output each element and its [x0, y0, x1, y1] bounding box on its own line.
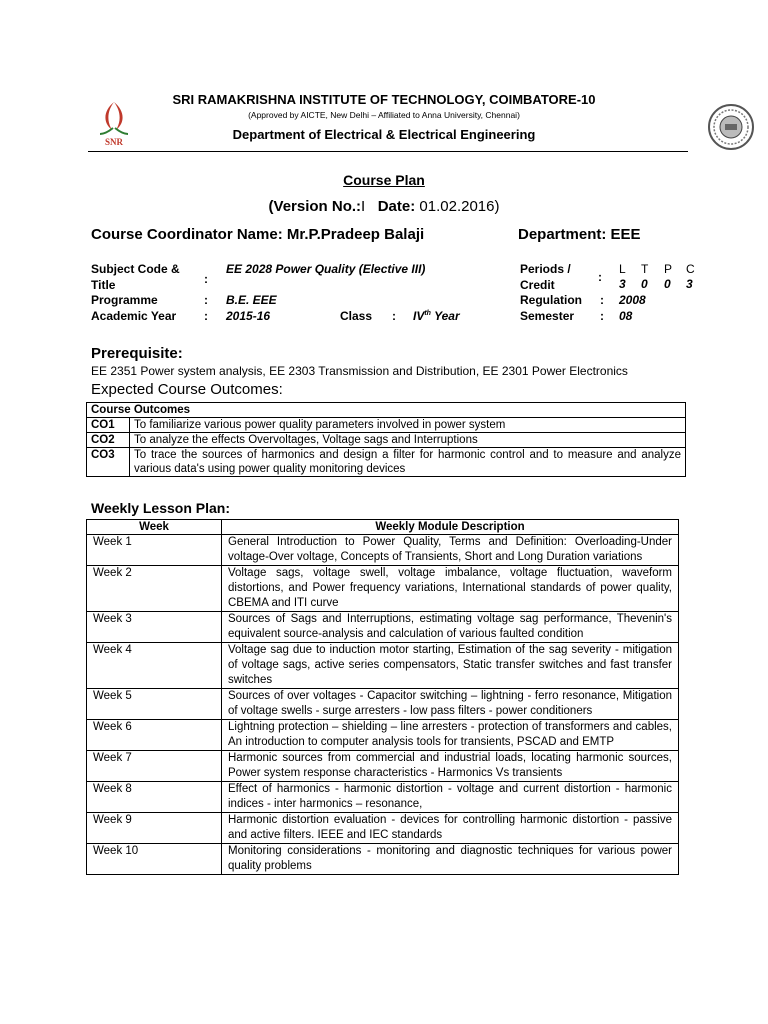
week-cell: Week 5: [87, 689, 222, 720]
outcome-code: CO3: [87, 448, 130, 477]
week-cell: Week 4: [87, 643, 222, 689]
description-cell: Monitoring considerations - monitoring and diagnostic techniques for various power quality problems: [222, 844, 679, 875]
table-row: [87, 566, 679, 612]
subject-colon: :: [204, 272, 208, 286]
periods-label-2: Credit: [520, 278, 555, 292]
description-cell: Harmonic distortion evaluation - devices for controlling harmonic distortion - passive and active filters. IEEE and IEC standards: [222, 813, 679, 844]
description-cell: Voltage sags, voltage swell, voltage imbalance, voltage fluctuation, waveform distortions, and Power frequency variations, International standards of power quality, CBEMA and ITI curve: [222, 566, 679, 612]
prerequisite-text: EE 2351 Power system analysis, EE 2303 Transmission and Distribution, EE 2301 Power Electronics: [91, 364, 628, 378]
table-row: [87, 433, 686, 448]
regulation-colon: :: [600, 293, 604, 307]
course-coordinator: Course Coordinator Name: Mr.P.Pradeep Balaji: [91, 226, 425, 243]
description-cell: General Introduction to Power Quality, Terms and Definition: Overloading-Under voltage-Over voltage, Concepts of Transients, Short and Long Duration variations: [222, 535, 679, 566]
periods-colon: :: [598, 270, 602, 284]
ltpc-value-t: 0: [641, 277, 648, 291]
table-row: [87, 643, 679, 689]
description-cell: Lightning protection – shielding – line arresters - protection of transformers and cables, An introduction to computer analysis tools for transients, PSCAD and EMTP: [222, 720, 679, 751]
table-row: [87, 782, 679, 813]
department-label: Department: EEE: [518, 226, 641, 243]
table-row: [87, 612, 679, 643]
week-cell: Week 7: [87, 751, 222, 782]
programme-label: Programme: [91, 293, 158, 307]
week-cell: Week 2: [87, 566, 222, 612]
outcome-code: CO2: [87, 433, 130, 448]
subject-label-1: Subject Code &: [91, 262, 180, 276]
outcome-text: To trace the sources of harmonics and design a filter for harmonic control and to measure and analyze various data's using power quality monitoring devices: [130, 448, 686, 477]
approval-note: (Approved by AICTE, New Delhi – Affiliated to Anna University, Chennai): [248, 110, 520, 120]
ltpc-value-l: 3: [619, 277, 626, 291]
ltpc-header-t: T: [641, 262, 649, 276]
description-cell: Effect of harmonics - harmonic distortion - voltage and current distortion - harmonic indices - inter harmonics – resonance,: [222, 782, 679, 813]
ltpc-header-l: L: [619, 262, 626, 276]
outcome-code: CO1: [87, 418, 130, 433]
description-cell: Voltage sag due to induction motor starting, Estimation of the sag severity - mitigation of voltage sags, active series compensators, Static transfer switches and fast transfer switches: [222, 643, 679, 689]
table-row: [87, 813, 679, 844]
version-label: (Version No.:: [268, 198, 362, 215]
semester-value: 08: [619, 309, 633, 323]
outcomes-header: Course Outcomes: [87, 403, 686, 418]
weekly-plan-table: [86, 519, 679, 875]
table-row: [87, 403, 686, 418]
academic-year-value: 2015-16: [226, 309, 271, 323]
subject-value: EE 2028 Power Quality (Elective III): [226, 262, 426, 276]
description-cell: Sources of Sags and Interruptions, estimating voltage sag performance, Thevenin's equivalent source-analysis and calculation of various faulted condition: [222, 612, 679, 643]
course-outcomes-table: [86, 402, 686, 477]
table-row: [87, 844, 679, 875]
academic-year-colon: :: [204, 309, 208, 323]
ltpc-value-p: 0: [664, 277, 671, 291]
programme-colon: :: [204, 293, 208, 307]
outcome-text: To analyze the effects Overvoltages, Voltage sags and Interruptions: [130, 433, 686, 448]
periods-label-1: Periods /: [520, 262, 571, 276]
table-row: [87, 720, 679, 751]
regulation-label: Regulation: [520, 293, 582, 307]
department-name: Department of Electrical & Electrical Engineering: [232, 127, 536, 142]
regulation-value: 2008: [619, 293, 646, 307]
page-title: Course Plan: [343, 172, 425, 188]
ltpc-header-p: P: [664, 262, 673, 276]
subject-label-2: Title: [91, 278, 116, 292]
table-row: [87, 689, 679, 720]
description-cell: Harmonic sources from commercial and industrial loads, locating harmonic sources, Power system response characteristics - Harmonics Vs transients: [222, 751, 679, 782]
semester-label: Semester: [520, 309, 575, 323]
table-row: [87, 448, 686, 477]
date-label: Date:: [377, 198, 416, 215]
class-label: Class: [340, 309, 373, 323]
version-value: I: [361, 198, 366, 215]
column-header-description: Weekly Module Description: [222, 520, 679, 535]
week-cell: Week 1: [87, 535, 222, 566]
ltpc-value-c: 3: [686, 277, 693, 291]
svg-text:SNR: SNR: [104, 137, 124, 147]
week-cell: Week 3: [87, 612, 222, 643]
outcome-text: To familiarize various power quality parameters involved in power system: [130, 418, 686, 433]
date-value: 01.02.2016): [419, 198, 500, 215]
ltpc-header-c: C: [686, 262, 695, 276]
table-header-row: [87, 520, 679, 535]
weekly-plan-title: Weekly Lesson Plan:: [91, 500, 231, 516]
table-row: [87, 418, 686, 433]
week-cell: Week 10: [87, 844, 222, 875]
prerequisite-title: Prerequisite:: [91, 345, 183, 362]
table-row: [87, 535, 679, 566]
description-cell: Sources of over voltages - Capacitor switching – lightning - ferro resonance, Mitigation of voltage swells - surge arresters - low pass filters - power conditioners: [222, 689, 679, 720]
week-cell: Week 8: [87, 782, 222, 813]
week-cell: Week 9: [87, 813, 222, 844]
academic-year-label: Academic Year: [91, 309, 177, 323]
semester-colon: :: [600, 309, 604, 323]
version-line: [0, 198, 768, 215]
table-row: [87, 751, 679, 782]
class-value: IVth Year: [413, 309, 460, 323]
institution-name: SRI RAMAKRISHNA INSTITUTE OF TECHNOLOGY, COIMBATORE-10: [172, 92, 596, 107]
header-divider: [88, 151, 688, 152]
column-header-week: Week: [87, 520, 222, 535]
class-colon: :: [392, 309, 396, 323]
week-cell: Week 6: [87, 720, 222, 751]
outcomes-title: Expected Course Outcomes:: [91, 381, 283, 398]
programme-value: B.E. EEE: [226, 293, 277, 307]
